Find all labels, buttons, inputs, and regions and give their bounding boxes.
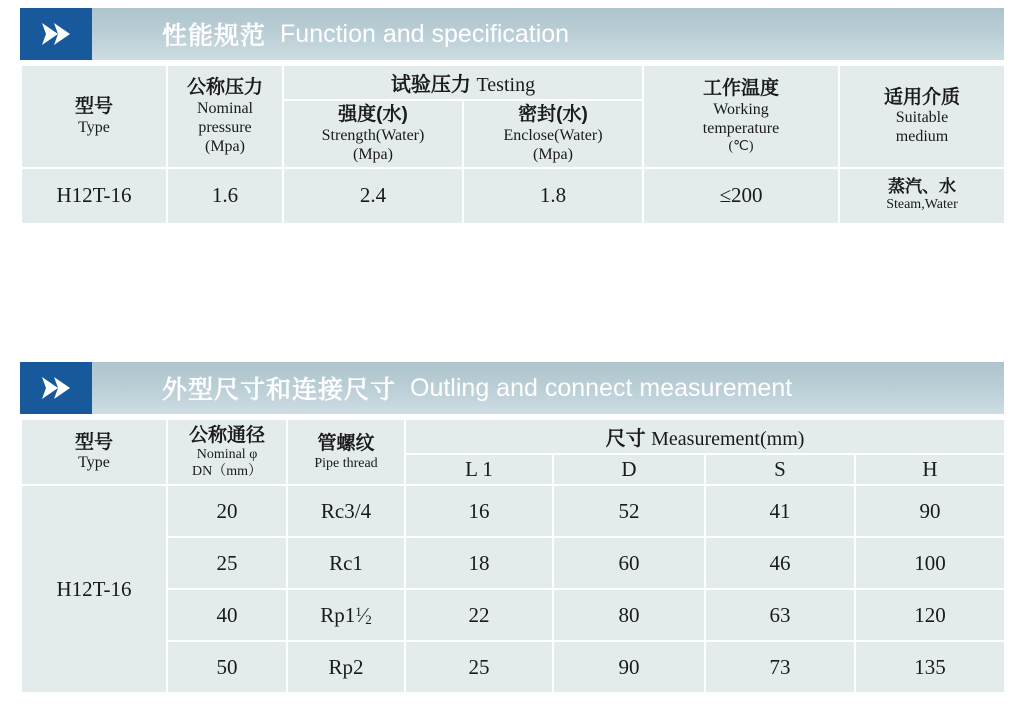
cell-d: 90 bbox=[553, 641, 705, 693]
cell-thread: Rc1 bbox=[287, 537, 405, 589]
cell-h: 90 bbox=[855, 485, 1005, 537]
cell-l1: 18 bbox=[405, 537, 553, 589]
table-header-row bbox=[21, 419, 1005, 454]
header-col-s: S bbox=[705, 454, 855, 485]
cell-dn: 50 bbox=[167, 641, 287, 693]
section-title-en: Function and specification bbox=[280, 19, 570, 48]
cell-working-temperature: ≤200 bbox=[643, 168, 839, 224]
dimension-table bbox=[20, 418, 1006, 694]
header-suitable-medium: 适用介质 Suitable medium bbox=[839, 65, 1005, 168]
header-nominal-pressure: 公称压力 Nominal pressure (Mpa) bbox=[167, 65, 283, 168]
section-title-spec bbox=[92, 8, 1004, 60]
section-banner-spec bbox=[20, 8, 1004, 60]
table-row bbox=[21, 168, 1005, 224]
cell-l1: 25 bbox=[405, 641, 553, 693]
header-strength-water: 强度(水) Strength(Water) (Mpa) bbox=[283, 100, 463, 168]
header-col-d: D bbox=[553, 454, 705, 485]
cell-d: 60 bbox=[553, 537, 705, 589]
cell-dn: 20 bbox=[167, 485, 287, 537]
cell-dn: 25 bbox=[167, 537, 287, 589]
section-title-en: Outling and connect measurement bbox=[410, 373, 793, 402]
cell-s: 46 bbox=[705, 537, 855, 589]
table-row bbox=[21, 485, 1005, 537]
cell-thread: Rp2 bbox=[287, 641, 405, 693]
cell-l1: 22 bbox=[405, 589, 553, 641]
cell-thread: Rc3/4 bbox=[287, 485, 405, 537]
table-row bbox=[21, 589, 1005, 641]
cell-medium: 蒸汽、水 Steam,Water bbox=[839, 168, 1005, 224]
cell-dn: 40 bbox=[167, 589, 287, 641]
cell-d: 80 bbox=[553, 589, 705, 641]
specification-table bbox=[20, 64, 1006, 225]
cell-strength: 2.4 bbox=[283, 168, 463, 224]
cell-h: 135 bbox=[855, 641, 1005, 693]
header-testing-pressure: 试验压力 Testing bbox=[283, 65, 643, 100]
cell-type: H12T-16 bbox=[21, 168, 167, 224]
header-col-h: H bbox=[855, 454, 1005, 485]
cell-enclose: 1.8 bbox=[463, 168, 643, 224]
cell-l1: 16 bbox=[405, 485, 553, 537]
table-row bbox=[21, 537, 1005, 589]
section-function-and-specification bbox=[20, 8, 1006, 225]
header-nominal-dn: 公称通径 Nominal φ DN（mm） bbox=[167, 419, 287, 485]
header-working-temperature: 工作温度 Working temperature (℃) bbox=[643, 65, 839, 168]
cell-d: 52 bbox=[553, 485, 705, 537]
cell-h: 100 bbox=[855, 537, 1005, 589]
header-enclose-water: 密封(水) Enclose(Water) (Mpa) bbox=[463, 100, 643, 168]
cell-h: 120 bbox=[855, 589, 1005, 641]
section-outling-and-connect-measurement bbox=[20, 362, 1006, 694]
section-title-cn: 外型尺寸和连接尺寸 bbox=[162, 376, 397, 404]
section-banner-dim bbox=[20, 362, 1004, 414]
cell-s: 73 bbox=[705, 641, 855, 693]
header-pipe-thread: 管螺纹 Pipe thread bbox=[287, 419, 405, 485]
double-chevron-right-icon bbox=[20, 362, 92, 414]
table-header-row bbox=[21, 65, 1005, 100]
header-type: 型号 Type bbox=[21, 419, 167, 485]
table-row bbox=[21, 641, 1005, 693]
cell-type: H12T-16 bbox=[21, 485, 167, 693]
header-type: 型号 Type bbox=[21, 65, 167, 168]
header-col-l1: L 1 bbox=[405, 454, 553, 485]
section-title-cn: 性能规范 bbox=[162, 22, 267, 50]
section-title-dim bbox=[92, 362, 1004, 414]
cell-nominal-pressure: 1.6 bbox=[167, 168, 283, 224]
cell-s: 41 bbox=[705, 485, 855, 537]
double-chevron-right-icon bbox=[20, 8, 92, 60]
header-measurement: 尺寸 Measurement(mm) bbox=[405, 419, 1005, 454]
cell-s: 63 bbox=[705, 589, 855, 641]
cell-thread: $Rp1^1⁄2$ bbox=[287, 589, 405, 641]
